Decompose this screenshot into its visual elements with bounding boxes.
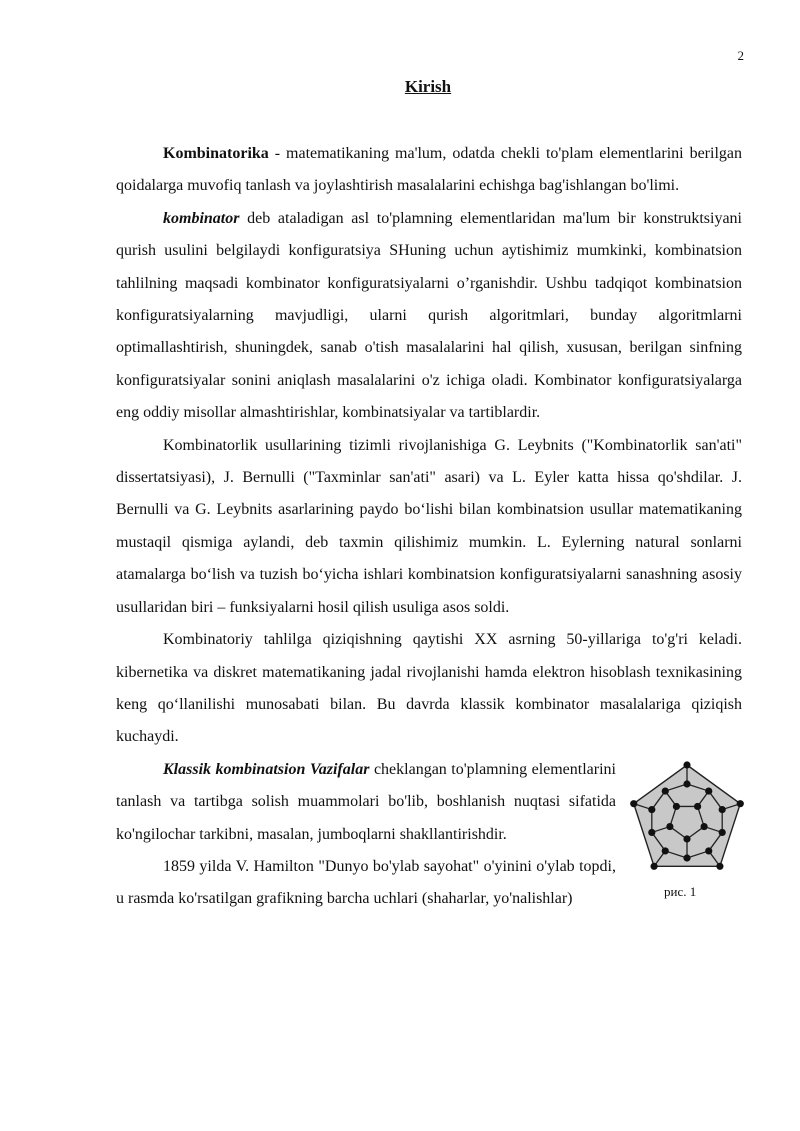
paragraph-5-text: cheklangan to'plamning elementlarini tanlash va tartibga solish muammolari bo'lib, boshlanish nuqtasi sifatida ko'ngilochar tarkibni, masalan, jumboqlarni shakllantirishdir.: [116, 760, 616, 843]
graph-vertex: [648, 829, 655, 836]
graph-vertex: [630, 800, 637, 807]
graph-vertex: [648, 806, 655, 813]
dodecahedron-figure: [624, 754, 750, 902]
dodecahedron-graph: [624, 754, 750, 880]
paragraph-1-text: - matematikaning ma'lum, odatda chekli to'plam elementlarini berilgan qoidalarga muvofiq tanlash va joylashtirish masalalarini echishga bag'ishlangan bo'limi.: [116, 145, 742, 195]
term-kombinatorika: Kombinatorika: [163, 145, 269, 162]
graph-vertex: [705, 787, 712, 794]
figure-caption: рис. 1: [664, 883, 697, 899]
graph-vertex: [694, 803, 701, 810]
graph-vertex: [719, 806, 726, 813]
body-text: [116, 138, 742, 916]
graph-vertex: [662, 847, 669, 854]
paragraph-6: 1859 yilda V. Hamilton "Dunyo bo'ylab sayohat" o'yinini o'ylab topdi, u rasmda ko'rsatilgan grafikning barcha uchlari (shaharlar, yo'nalishlar): [116, 857, 616, 908]
graph-vertex: [683, 835, 690, 842]
term-klassik: Klassik kombinatsion Vazifalar: [163, 760, 370, 778]
graph-vertex: [716, 862, 723, 869]
paragraph-4: Kombinatoriy tahlilga qiziqishning qaytishi XX asrning 50-yillariga to'g'ri keladi. kibernetika va diskret matematikaning jadal rivojlanishi hamda elektron hisoblash texnikasining keng qo‘llanilishi munosabati bilan. Bu davrda klassik kombinator masalalariga qiziqish kuchaydi.: [116, 631, 742, 746]
graph-vertex: [662, 787, 669, 794]
paragraph-1: [116, 138, 742, 203]
graph-vertex: [705, 847, 712, 854]
graph-vertex: [719, 829, 726, 836]
paragraph-2: [116, 203, 742, 430]
page-number: 2: [737, 48, 744, 63]
graph-vertex: [673, 803, 680, 810]
paragraph-2-text: deb ataladigan asl to'plamning elementlaridan ma'lum bir konstruktsiyani qurish usulini belgilaydi konfiguratsiya SHuning uchun aytishimiz mumkinki, kombinatsion tahlilning maqsadi kombinator konfiguratsiyalarni o’rganishdir. Ushbu tadqiqot kombinatsion konfiguratsiyalarning mavjudligi, ularni qurish algoritmlari, bunday algoritmlarni optimallashtirish, shuningdek, sanab o'tish masalalarini hal qilish, xususan, berilgan sinfning konfiguratsiyalar sonini aniqlash masalalarini o'z ichiga oladi. Kombinator konfiguratsiyalarga eng oddiy misollar almashtirishlar, kombinatsiyalar va tartiblardir.: [116, 209, 742, 422]
page-title: Kirish: [404, 77, 452, 96]
graph-vertex: [650, 862, 657, 869]
graph-vertex: [683, 780, 690, 787]
paragraph-3: Kombinatorlik usullarining tizimli rivojlanishiga G. Leybnits ("Kombinatorlik san'ati" dissertatsiyasi), J. Bernulli ("Taxminlar san'ati" asari) va L. Eyler katta hissa qo'shdilar. J. Bernulli va G. Leybnits asarlarining paydo bo‘lishi bilan kombinatsion usullar matematikaning mustaqil qismiga aylandi, deb taxmin qilishimiz mumkin. L. Eylerning natural sonlarni atamalarga bo‘lish va tuzish bo‘yicha ishlari kombinatsion konfiguratsiyalarni sanashning asosiy usullaridan biri – funksiyalarni hosil qilish usuliga asos soldi.: [116, 436, 742, 616]
graph-vertex: [683, 761, 690, 768]
term-kombinator: kombinator: [163, 209, 240, 227]
graph-vertex: [737, 800, 744, 807]
graph-vertex: [683, 854, 690, 861]
graph-vertex: [666, 823, 673, 830]
graph-vertex: [701, 823, 708, 830]
